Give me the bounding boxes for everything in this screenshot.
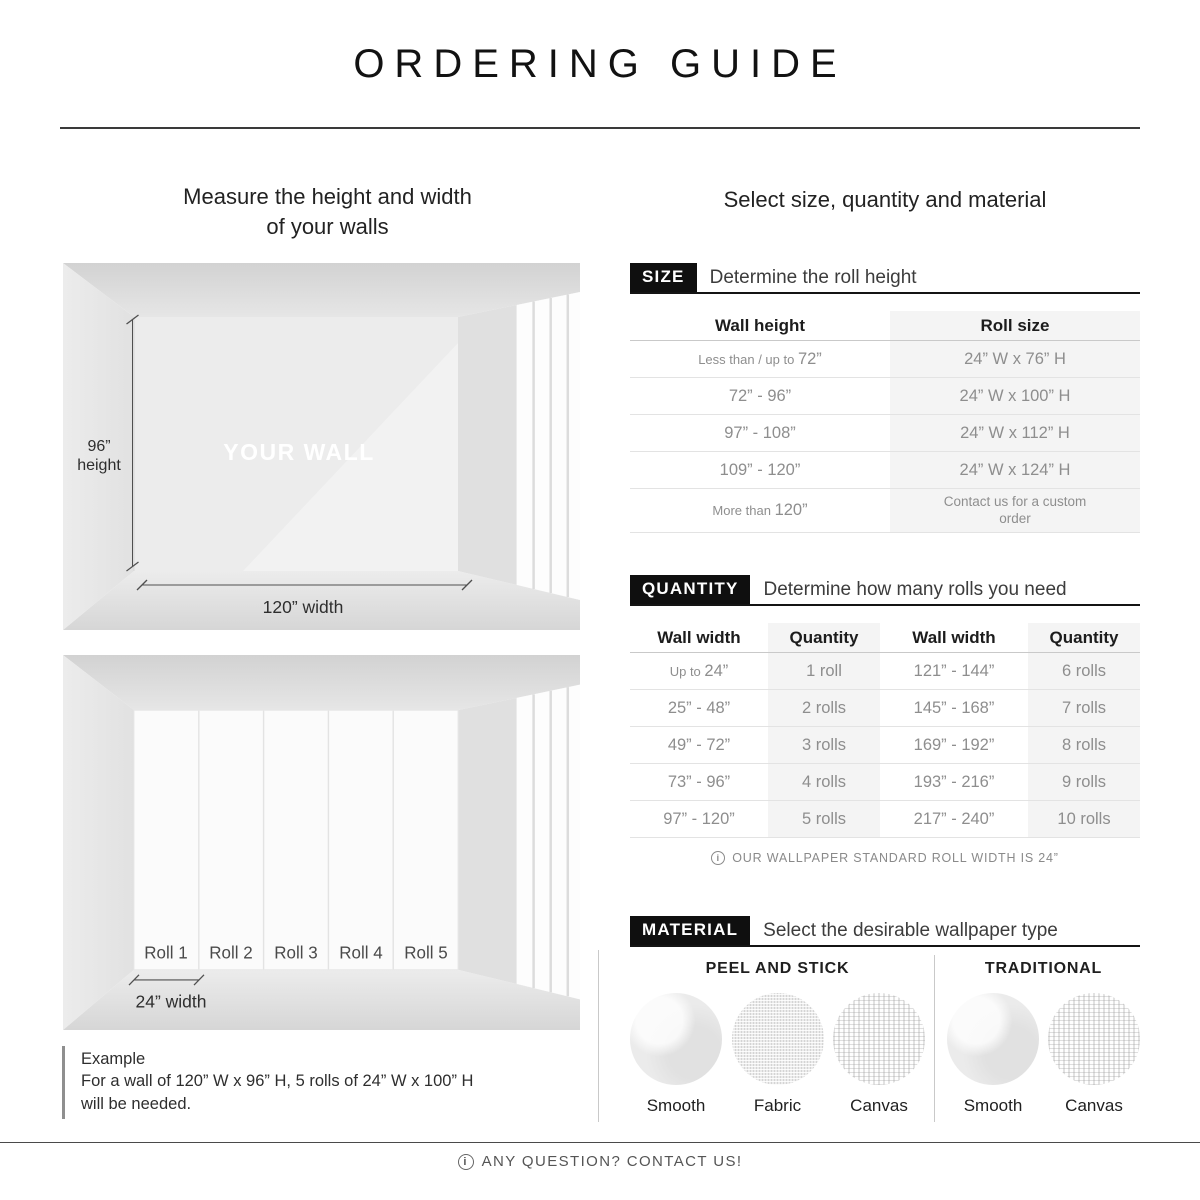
quantity-table-row bbox=[630, 800, 1140, 838]
qty-row-rolls2: 10 rolls bbox=[1028, 801, 1140, 837]
qty-row-wall2: 217” - 240” bbox=[913, 809, 995, 828]
roll-width-note bbox=[630, 851, 1140, 865]
size-section-header bbox=[630, 263, 1140, 294]
swatch-canvas bbox=[833, 993, 925, 1116]
room2-svg bbox=[63, 655, 580, 1030]
quantity-subtitle: Determine how many rolls you need bbox=[763, 579, 1067, 600]
size-row-roll: 24” W x 76” H bbox=[890, 341, 1140, 377]
size-row-roll: 24” W x 124” H bbox=[890, 452, 1140, 488]
material-badge: MATERIAL bbox=[630, 916, 750, 945]
quantity-table-row bbox=[630, 726, 1140, 763]
qty-col-quantity-2: Quantity bbox=[1028, 623, 1140, 652]
roll-width-note-text: OUR WALLPAPER STANDARD ROLL WIDTH IS 24” bbox=[732, 851, 1059, 865]
qty-row-wall2: 169” - 192” bbox=[913, 735, 995, 754]
qty-row-rolls: 5 rolls bbox=[768, 801, 880, 837]
material-subtitle: Select the desirable wallpaper type bbox=[763, 920, 1058, 941]
swatch-fabric bbox=[732, 993, 824, 1116]
size-row-roll: 24” W x 100” H bbox=[890, 378, 1140, 414]
measure-heading-line2: of your walls bbox=[266, 214, 389, 240]
page-title: ORDERING GUIDE bbox=[353, 42, 847, 86]
qty-row-rolls: 2 rolls bbox=[768, 690, 880, 726]
qty-row-wall: 24” bbox=[704, 661, 729, 680]
room-illustration-measure bbox=[63, 263, 580, 630]
roll-label-1: Roll 1 bbox=[144, 942, 188, 963]
size-row-value: 120” bbox=[774, 501, 808, 519]
room1-window bbox=[517, 292, 580, 600]
material-left-divider bbox=[598, 950, 599, 1122]
roll-label-2: Roll 2 bbox=[209, 942, 253, 963]
size-row-value: 109” - 120” bbox=[719, 460, 801, 479]
size-row-roll: Contact us for a custom order bbox=[943, 493, 1087, 526]
qty-col-wall-width-2: Wall width bbox=[912, 627, 996, 647]
room-illustration-rolls bbox=[63, 655, 580, 1030]
size-row-small: Less than / up to bbox=[698, 351, 798, 367]
header-divider bbox=[60, 127, 1140, 129]
width-label: 120” width bbox=[262, 597, 344, 617]
peel-and-stick-label: PEEL AND STICK bbox=[705, 960, 850, 977]
qty-row-rolls2: 6 rolls bbox=[1028, 653, 1140, 689]
quantity-table-row bbox=[630, 763, 1140, 800]
canvas-texture-swatch bbox=[833, 993, 925, 1085]
quantity-section-header bbox=[630, 575, 1140, 606]
select-heading: Select size, quantity and material bbox=[723, 187, 1047, 212]
footer-text: ANY QUESTION? CONTACT US! bbox=[481, 1153, 743, 1170]
material-group-divider bbox=[934, 955, 935, 1122]
info-icon: i bbox=[711, 851, 725, 865]
size-table bbox=[630, 311, 1140, 533]
example-line1: For a wall of 120” W x 96” H, 5 rolls of 24” W x 100” H bbox=[81, 1072, 474, 1091]
material-section-header bbox=[630, 916, 1140, 947]
qty-row-wall2: 193” - 216” bbox=[913, 772, 995, 791]
quantity-badge: QUANTITY bbox=[630, 575, 750, 604]
size-table-row bbox=[630, 377, 1140, 414]
size-row-value: 97” - 108” bbox=[724, 423, 796, 442]
qty-row-rolls2: 8 rolls bbox=[1028, 727, 1140, 763]
traditional-label: TRADITIONAL bbox=[984, 960, 1103, 977]
swatch-label: Canvas bbox=[850, 1096, 908, 1115]
swatch-label: Smooth bbox=[646, 1096, 706, 1115]
room2-window bbox=[517, 685, 580, 1000]
size-subtitle: Determine the roll height bbox=[709, 267, 917, 288]
example-line2: will be needed. bbox=[81, 1094, 192, 1113]
size-table-row bbox=[630, 451, 1140, 488]
quantity-table-header bbox=[630, 623, 1140, 652]
height-word-label: height bbox=[77, 457, 121, 474]
traditional-group bbox=[925, 960, 1140, 1116]
size-table-row bbox=[630, 414, 1140, 451]
roll-label-5: Roll 5 bbox=[404, 942, 448, 963]
quantity-table-row bbox=[630, 652, 1140, 689]
qty-col-wall-width-1: Wall width bbox=[657, 627, 741, 647]
qty-row-small: Up to bbox=[669, 663, 705, 679]
example-title: Example bbox=[81, 1050, 146, 1068]
size-badge: SIZE bbox=[630, 263, 697, 292]
size-row-value: 72” - 96” bbox=[728, 386, 792, 405]
qty-row-rolls: 1 roll bbox=[768, 653, 880, 689]
size-row-value: 72” bbox=[797, 349, 822, 368]
smooth-texture-swatch bbox=[947, 993, 1039, 1085]
canvas-texture-swatch bbox=[1048, 993, 1140, 1085]
measure-heading bbox=[60, 182, 595, 243]
size-row-small: More than bbox=[712, 503, 775, 518]
room2-back-wall bbox=[134, 710, 458, 970]
quantity-section bbox=[630, 575, 1140, 865]
room2-left-wall bbox=[63, 655, 134, 1030]
peel-and-stick-group bbox=[630, 960, 925, 1116]
swatch-smooth-traditional bbox=[947, 993, 1039, 1116]
example-block bbox=[62, 1046, 592, 1119]
size-col-roll-size: Roll size bbox=[890, 311, 1140, 340]
footer-divider bbox=[0, 1142, 1200, 1143]
size-table-row bbox=[630, 340, 1140, 377]
qty-row-rolls2: 7 rolls bbox=[1028, 690, 1140, 726]
qty-row-wall: 73” - 96” bbox=[667, 772, 731, 791]
swatch-smooth bbox=[630, 993, 722, 1116]
swatch-label: Fabric bbox=[753, 1096, 802, 1115]
qty-row-rolls: 3 rolls bbox=[768, 727, 880, 763]
fabric-texture-swatch bbox=[732, 993, 824, 1085]
size-row-roll: 24” W x 112” H bbox=[890, 415, 1140, 451]
roll-label-3: Roll 3 bbox=[274, 942, 318, 963]
roll-width-label: 24” width bbox=[135, 991, 207, 1012]
qty-row-rolls2: 9 rolls bbox=[1028, 764, 1140, 800]
swatch-label: Smooth bbox=[963, 1096, 1023, 1115]
qty-row-wall: 49” - 72” bbox=[667, 735, 731, 754]
size-table-row bbox=[630, 488, 1140, 533]
roll-label-4: Roll 4 bbox=[339, 942, 383, 963]
your-wall-label: YOUR WALL bbox=[223, 439, 375, 465]
room1-svg bbox=[63, 263, 580, 630]
qty-row-wall: 25” - 48” bbox=[667, 698, 731, 717]
swatch-label: Canvas bbox=[1065, 1096, 1123, 1115]
material-groups bbox=[630, 960, 1140, 1116]
quantity-table-row bbox=[630, 689, 1140, 726]
qty-col-quantity-1: Quantity bbox=[768, 623, 880, 652]
smooth-texture-swatch bbox=[630, 993, 722, 1085]
size-table-header bbox=[630, 311, 1140, 340]
height-value-label: 96” bbox=[87, 438, 111, 455]
qty-row-wall: 97” - 120” bbox=[663, 809, 735, 828]
material-section bbox=[630, 916, 1140, 1116]
swatch-canvas-traditional bbox=[1048, 993, 1140, 1116]
info-icon: i bbox=[458, 1154, 474, 1170]
size-col-wall-height: Wall height bbox=[714, 315, 806, 335]
size-section bbox=[630, 263, 1140, 533]
footer bbox=[0, 1153, 1200, 1170]
quantity-table bbox=[630, 623, 1140, 838]
qty-row-wall2: 145” - 168” bbox=[913, 698, 995, 717]
qty-row-wall2: 121” - 144” bbox=[913, 661, 995, 680]
measure-heading-line1: Measure the height and width bbox=[183, 184, 472, 209]
qty-row-rolls: 4 rolls bbox=[768, 764, 880, 800]
